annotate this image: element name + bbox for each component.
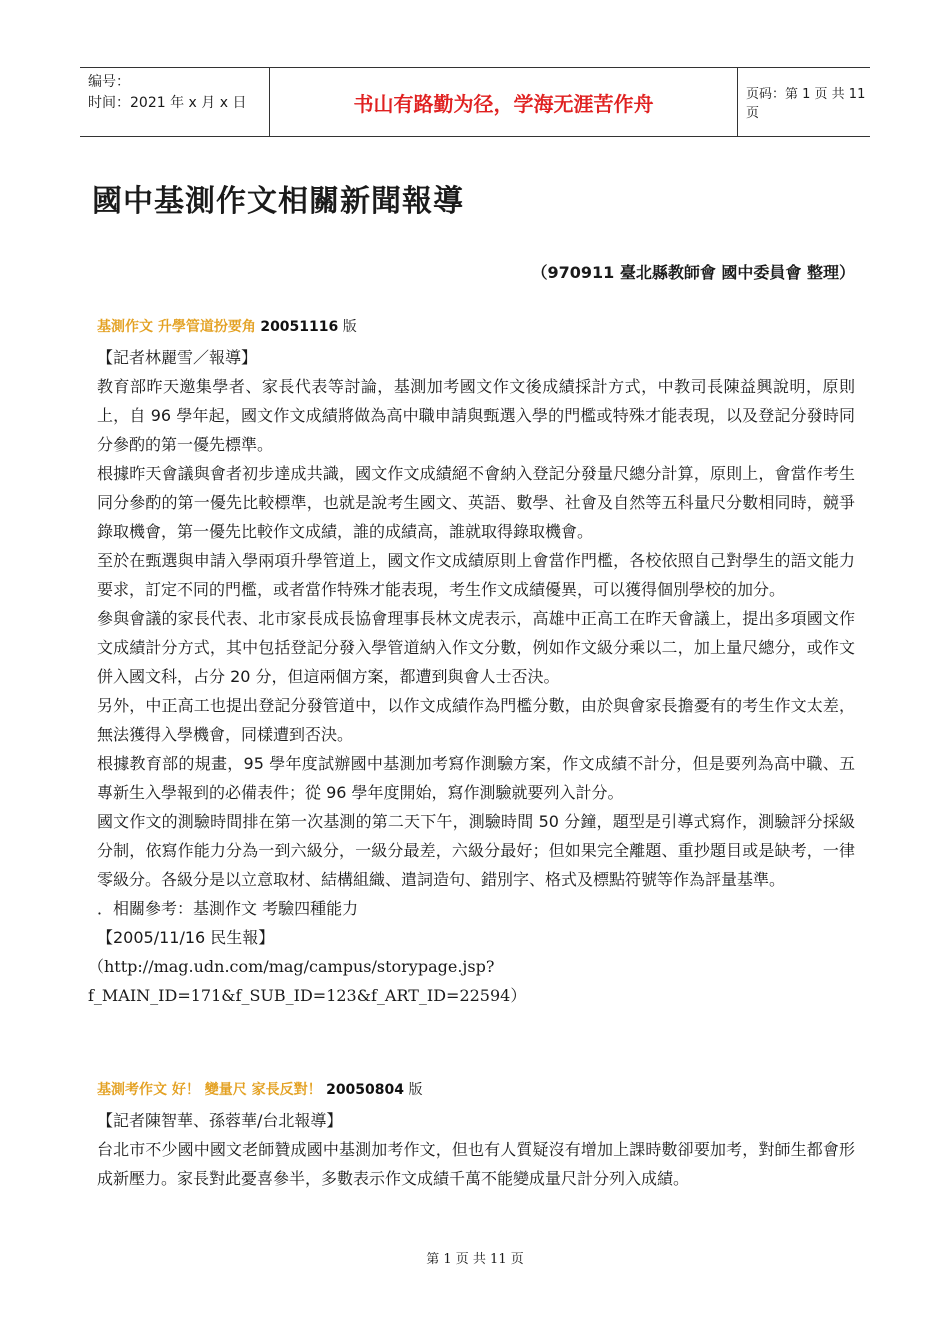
document-body [88, 315, 855, 1193]
article-2-date: 20050804 [326, 1082, 405, 1098]
document-date: 时间：2021 年 x 月 x 日 [88, 95, 247, 111]
header-motto-cell [270, 68, 738, 136]
article-1-heading [97, 315, 855, 339]
article-1 [88, 315, 855, 1010]
article-2 [97, 1078, 855, 1193]
article-1-paragraph: 至於在甄選與申請入學兩項升學管道上，國文作文成績原則上會當作門檻，各校依照自己對學生的語文能力要求，訂定不同的門檻，或者當作特殊才能表現，考生作文成績優異，可以獲得個別學校的加分。 [97, 551, 855, 599]
document-title: 國中基測作文相關新聞報導 [92, 184, 464, 219]
article-1-reference: ．相關參考：基測作文 考驗四種能力 [97, 899, 359, 918]
article-1-paragraph: 根據教育部的規畫，95 學年度試辦國中基測加考寫作測驗方案，作文成績不計分，但是要列為高中職、五專新生入學報到的必備表件；從 96 學年度開始，寫作測驗就要列入計分。 [97, 754, 855, 802]
article-1-paragraph: 參與會議的家長代表、北市家長成長協會理事長林文虎表示，高雄中正高工在昨天會議上，提出多項國文作文成績計分方式，其中包括登記分發入學管道納入作文分數，例如作文級分乘以二，加上量尺總分，或作文併入國文科，占分 20 分，但這兩個方案，都遭到與會人士否決。 [97, 609, 855, 686]
header-page-info: 页码：第 1 页 共 11 页 [746, 87, 866, 121]
article-1-byline: 【記者林麗雪／報導】 [97, 348, 258, 367]
article-2-byline: 【記者陳智華、孫蓉華/台北報導】 [97, 1111, 343, 1130]
article-2-paragraph: 台北市不少國中國文老師贊成國中基測加考作文，但也有人質疑沒有增加上課時數卻要加考，對師生都會形成新壓力。家長對此憂喜參半，多數表示作文成績千萬不能變成量尺計分列入成績。 [97, 1140, 855, 1188]
document-subtitle: （970911 臺北縣教師會 國中委員會 整理） [531, 263, 855, 282]
article-2-heading [97, 1078, 855, 1102]
article-1-url-line-2: f_MAIN_ID=171&f_SUB_ID=123&f_ART_ID=22594） [88, 986, 527, 1005]
article-1-date-suffix: 版 [342, 319, 357, 335]
article-1-url-line-1: （http://mag.udn.com/mag/campus/storypage.jsp? [88, 957, 495, 976]
document-number-label: 编号： [88, 74, 130, 90]
article-2-title: 基測考作文 好！ 變量尺 家長反對！ [97, 1082, 322, 1098]
page-footer: 第 1 页 共 11 页 [426, 1252, 524, 1267]
article-1-date: 20051116 [260, 319, 339, 335]
article-1-title: 基測作文 升學管道扮要角 [97, 319, 256, 335]
article-1-source: 【2005/11/16 民生報】 [97, 928, 275, 947]
header-motto: 书山有路勤为径，学海无涯苦作舟 [353, 91, 654, 116]
header-meta [80, 68, 270, 136]
article-1-paragraph: 另外，中正高工也提出登記分發管道中，以作文成績作為門檻分數，由於與會家長擔憂有的考生作文太差，無法獲得入學機會，同樣遭到否決。 [97, 696, 855, 744]
article-2-date-suffix: 版 [408, 1082, 423, 1098]
article-1-paragraph: 國文作文的測驗時間排在第一次基測的第二天下午，測驗時間 50 分鐘，題型是引導式寫作，測驗評分採級分制，依寫作能力分為一到六級分，一級分最差，六級分最好；但如果完全離題、重抄題目或是缺考，一律零級分。各級分是以立意取材、結構組織、遣詞造句、錯別字、格式及標點符號等作為評量基準。 [97, 812, 855, 889]
page-header [80, 67, 870, 137]
article-1-paragraph: 根據昨天會議與會者初步達成共識，國文作文成績絕不會納入登記分發量尺總分計算，原則上，會當作考生同分參酌的第一優先比較標準，也就是說考生國文、英語、數學、社會及自然等五科量尺分數相同時，競爭錄取機會，第一優先比較作文成績，誰的成績高，誰就取得錄取機會。 [97, 464, 855, 541]
article-1-paragraph: 教育部昨天邀集學者、家長代表等討論，基測加考國文作文後成績採計方式，中教司長陳益興說明，原則上，自 96 學年起，國文作文成績將做為高中職申請與甄選入學的門檻或特殊才能表現，以及登記分發時同分參酌的第一優先標準。 [97, 377, 855, 454]
